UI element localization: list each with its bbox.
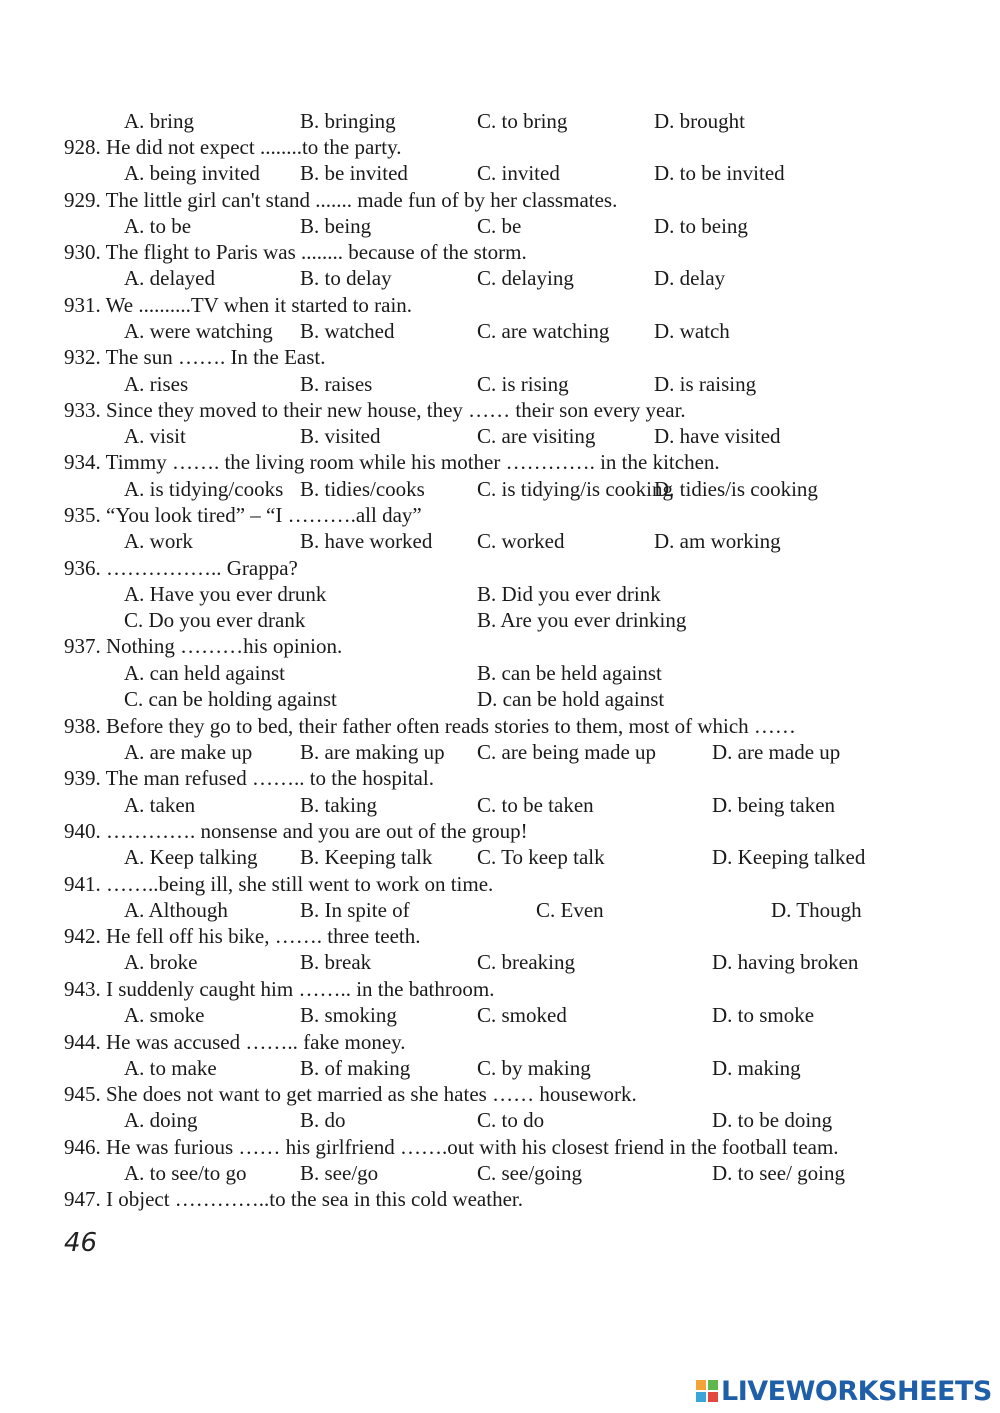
option-c: C. delaying: [477, 266, 574, 290]
option-a: A. rises: [124, 372, 189, 396]
option-a: A. being invited: [124, 161, 260, 185]
option-d: D. is raising: [654, 372, 757, 396]
question-row: [0, 976, 1000, 1002]
question-row: [0, 1134, 1000, 1160]
option-d: D. delay: [654, 266, 726, 290]
question-row: [0, 818, 1000, 844]
option-b: B. tidies/cooks: [300, 477, 425, 501]
question-row: [0, 765, 1000, 791]
option-d: D. to being: [654, 214, 748, 238]
option-a: A. smoke: [124, 1003, 205, 1027]
option-a: A. are make up: [124, 740, 253, 764]
option-row: [0, 607, 1000, 633]
question-text: 928. He did not expect ........to the party.: [64, 135, 402, 159]
question-text: 929. The little girl can't stand ....... made fun of by her classmates.: [64, 188, 618, 212]
question-text: 942. He fell off his bike, ……. three teeth.: [64, 924, 421, 948]
option-d: D. to be doing: [712, 1108, 833, 1132]
option-b: B. be invited: [300, 161, 408, 185]
option-c: C. To keep talk: [477, 845, 605, 869]
option-b: B. of making: [300, 1056, 411, 1080]
question-text: 943. I suddenly caught him …….. in the bathroom.: [64, 977, 495, 1001]
option-a: A. Have you ever drunk: [124, 582, 327, 606]
question-text: 947. I object …………..to the sea in this cold weather.: [64, 1187, 523, 1211]
question-text: 936. …………….. Grappa?: [64, 556, 298, 580]
option-row: [0, 792, 1000, 818]
option-row: [0, 1002, 1000, 1028]
logo-text: LIVEWORKSHEETS: [721, 1375, 992, 1407]
option-d: D. have visited: [654, 424, 781, 448]
option-c: C. breaking: [477, 950, 575, 974]
option-b: B. watched: [300, 319, 395, 343]
option-a: A. to see/to go: [124, 1161, 247, 1185]
option-d: D. can be hold against: [477, 687, 665, 711]
option-row: [0, 160, 1000, 186]
option-row: [0, 660, 1000, 686]
option-a: A. were watching: [124, 319, 273, 343]
option-b: B. have worked: [300, 529, 433, 553]
option-a: A. visit: [124, 424, 186, 448]
option-c: C. to do: [477, 1108, 545, 1132]
question-text: 934. Timmy ……. the living room while his mother …………. in the kitchen.: [64, 450, 720, 474]
question-text: 938. Before they go to bed, their father often reads stories to them, most of which ……: [64, 714, 796, 738]
question-text: 933. Since they moved to their new house, they …… their son every year.: [64, 398, 686, 422]
option-row: [0, 686, 1000, 712]
question-row: [0, 555, 1000, 581]
option-row: [0, 1160, 1000, 1186]
option-b: B. are making up: [300, 740, 445, 764]
option-c: C. invited: [477, 161, 560, 185]
liveworksheets-logo-icon: [696, 1380, 718, 1402]
option-b: B. see/go: [300, 1161, 379, 1185]
option-c: C. is tidying/is cooking: [477, 477, 674, 501]
option-row: [0, 739, 1000, 765]
question-text: 945. She does not want to get married as she hates …… housework.: [64, 1082, 637, 1106]
page-number: 46: [64, 1228, 98, 1258]
option-c: C. be: [477, 214, 522, 238]
option-c: C. is rising: [477, 372, 569, 396]
question-text: 946. He was furious …… his girlfriend …….out with his closest friend in the football team.: [64, 1135, 839, 1159]
option-d: D. to be invited: [654, 161, 785, 185]
option-c: C. are being made up: [477, 740, 657, 764]
option-row: [0, 1107, 1000, 1133]
question-text: 939. The man refused …….. to the hospital.: [64, 766, 434, 790]
question-text: 931. We ..........TV when it started to rain.: [64, 293, 413, 317]
option-b: B. bringing: [300, 109, 396, 133]
option-d: D. to see/ going: [712, 1161, 845, 1185]
option-row: [0, 949, 1000, 975]
option-b: B. visited: [300, 424, 381, 448]
question-row: [0, 134, 1000, 160]
option-b: B. to delay: [300, 266, 392, 290]
option-c: C. are visiting: [477, 424, 596, 448]
question-row: [0, 292, 1000, 318]
option-row: [0, 581, 1000, 607]
option-c: C. can be holding against: [124, 687, 337, 711]
option-a: A. doing: [124, 1108, 198, 1132]
option-d: D. Keeping talked: [712, 845, 866, 869]
option-c: C. to be taken: [477, 793, 594, 817]
option-b: B. taking: [300, 793, 377, 817]
option-d: D. Though: [771, 898, 862, 922]
option-a: A. can held against: [124, 661, 285, 685]
option-b: B. break: [300, 950, 372, 974]
option-d: D. are made up: [712, 740, 841, 764]
question-text: 932. The sun ……. In the East.: [64, 345, 326, 369]
option-b: B. Did you ever drink: [477, 582, 661, 606]
option-b: B. In spite of: [300, 898, 410, 922]
option-d: D. tidies/is cooking: [654, 477, 818, 501]
question-row: [0, 187, 1000, 213]
option-d: D. brought: [654, 109, 745, 133]
question-row: [0, 449, 1000, 475]
option-row: [0, 213, 1000, 239]
option-row: [0, 318, 1000, 344]
option-d: D. making: [712, 1056, 801, 1080]
question-row: [0, 397, 1000, 423]
question-row: [0, 1186, 1000, 1212]
option-row: [0, 476, 1000, 502]
question-row: [0, 871, 1000, 897]
option-row: [0, 897, 1000, 923]
option-a: A. to be: [124, 214, 192, 238]
option-row: [0, 265, 1000, 291]
question-row: [0, 1081, 1000, 1107]
option-b: B. Keeping talk: [300, 845, 433, 869]
option-b: B. do: [300, 1108, 346, 1132]
option-c: C. are watching: [477, 319, 610, 343]
option-row: [0, 528, 1000, 554]
option-b: B. can be held against: [477, 661, 662, 685]
question-text: 935. “You look tired” – “I ……….all day”: [64, 503, 422, 527]
option-a: A. broke: [124, 950, 198, 974]
option-c: C. by making: [477, 1056, 591, 1080]
question-text: 937. Nothing ………his opinion.: [64, 634, 343, 658]
option-c: C. Do you ever drank: [124, 608, 306, 632]
option-c: C. see/going: [477, 1161, 582, 1185]
option-a: A. Although: [124, 898, 228, 922]
option-row: [0, 108, 1000, 134]
liveworksheets-logo: [696, 1374, 992, 1408]
option-d: D. having broken: [712, 950, 859, 974]
option-a: A. work: [124, 529, 193, 553]
option-b: B. raises: [300, 372, 373, 396]
option-d: D. to smoke: [712, 1003, 815, 1027]
question-row: [0, 713, 1000, 739]
question-row: [0, 502, 1000, 528]
question-text: 940. …………. nonsense and you are out of the group!: [64, 819, 528, 843]
option-a: A. bring: [124, 109, 194, 133]
option-d: B. Are you ever drinking: [477, 608, 687, 632]
option-row: [0, 1055, 1000, 1081]
option-a: A. Keep talking: [124, 845, 258, 869]
option-a: A. is tidying/cooks: [124, 477, 284, 501]
option-c: C. to bring: [477, 109, 568, 133]
option-a: A. taken: [124, 793, 196, 817]
option-c: C. worked: [477, 529, 565, 553]
question-text: 944. He was accused …….. fake money.: [64, 1030, 406, 1054]
option-d: D. being taken: [712, 793, 836, 817]
option-c: C. Even: [536, 898, 604, 922]
question-row: [0, 923, 1000, 949]
option-b: B. being: [300, 214, 372, 238]
question-row: [0, 1029, 1000, 1055]
question-row: [0, 633, 1000, 659]
option-row: [0, 423, 1000, 449]
option-a: A. to make: [124, 1056, 217, 1080]
option-a: A. delayed: [124, 266, 215, 290]
option-d: D. watch: [654, 319, 730, 343]
question-row: [0, 344, 1000, 370]
option-b: B. smoking: [300, 1003, 397, 1027]
question-row: [0, 239, 1000, 265]
question-text: 941. ……..being ill, she still went to work on time.: [64, 872, 494, 896]
question-text: 930. The flight to Paris was ........ because of the storm.: [64, 240, 527, 264]
option-row: [0, 371, 1000, 397]
option-c: C. smoked: [477, 1003, 567, 1027]
option-d: D. am working: [654, 529, 781, 553]
option-row: [0, 844, 1000, 870]
